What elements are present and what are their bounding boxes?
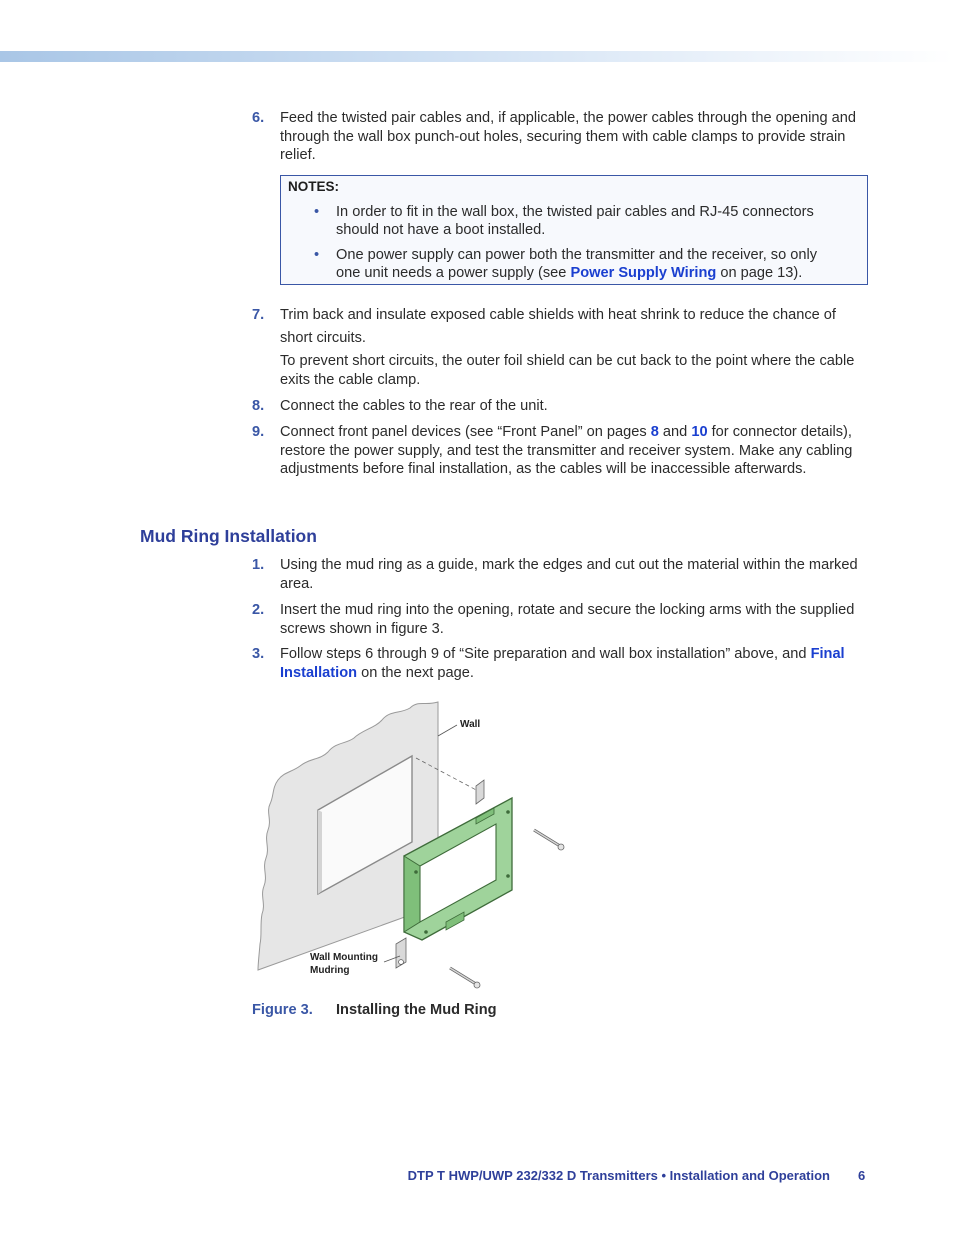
screw-upper <box>534 830 564 850</box>
step-number: 9. <box>252 424 265 440</box>
step-text: Trim back and insulate exposed cable shields with heat shrink to reduce the chance of short circuits. <box>280 307 836 346</box>
step-text: Connect front panel devices (see “Front Panel” on pages 8 and 10 for connector details), restore the power supply, and test the transmitter and receiver system. Make any cabling adjustments before final installation, as the cables will be inaccessible afterwards. <box>280 424 853 478</box>
page-8-link[interactable]: 8 <box>650 424 659 440</box>
bullet-icon: • <box>314 247 320 263</box>
bullet-icon: • <box>314 204 320 220</box>
note-text: In order to fit in the wall box, the twisted pair cables and RJ-45 connectors should not have a boot installed. <box>336 204 814 239</box>
footer-title: DTP T HWP/UWP 232/332 D Transmitters • Installation and Operation <box>407 1168 830 1183</box>
mudring-label-line2: Mudring <box>310 965 350 976</box>
header-bar <box>0 51 954 62</box>
step-7 <box>252 304 862 350</box>
step-text: Feed the twisted pair cables and, if applicable, the power cables through the opening and through the wall box punch-out holes, securing them with cable clamps to provide strain relief. <box>280 110 857 164</box>
step-text: Insert the mud ring into the opening, rotate and secure the locking arms with the supplied screws shown in figure 3. <box>280 602 855 637</box>
note-item <box>314 203 839 240</box>
mudring-label-line1: Wall Mounting <box>310 952 378 963</box>
note-item <box>314 246 839 283</box>
section-heading: Mud Ring Installation <box>140 526 317 546</box>
step-7-paragraph: To prevent short circuits, the outer foil shield can be cut back to the point where the cable exits the cable clamp. <box>280 353 855 388</box>
figure-title: Installing the Mud Ring <box>336 1002 497 1018</box>
figure-caption <box>252 1002 497 1018</box>
notes-title: NOTES: <box>288 179 340 194</box>
step-number: 2. <box>252 602 265 618</box>
mud-step-3 <box>252 645 862 682</box>
wall-label: Wall <box>460 719 481 730</box>
step-6 <box>252 109 862 165</box>
page-number: 6 <box>858 1168 866 1183</box>
mud-ring-figure <box>250 700 580 990</box>
final-installation-link[interactable]: Final Installation <box>280 646 845 681</box>
screw-lower <box>450 968 480 988</box>
notes-box <box>280 175 868 285</box>
mud-step-2 <box>252 601 862 638</box>
step-8 <box>252 397 862 416</box>
note-text: One power supply can power both the transmitter and the receiver, so only one unit needs a power supply (see Power Supply Wiring on page 13). <box>336 247 818 282</box>
step-9 <box>252 423 862 479</box>
step-number: 3. <box>252 646 265 662</box>
page-10-link[interactable]: 10 <box>691 424 708 440</box>
step-number: 1. <box>252 557 265 573</box>
step-text: Connect the cables to the rear of the unit. <box>280 398 548 414</box>
step-number: 7. <box>252 307 265 323</box>
figure-number: Figure 3. <box>252 1002 313 1018</box>
step-number: 6. <box>252 110 265 126</box>
mud-step-1 <box>252 556 862 593</box>
power-supply-wiring-link[interactable]: Power Supply Wiring <box>570 265 717 282</box>
step-number: 8. <box>252 398 265 414</box>
step-text: Follow steps 6 through 9 of “Site preparation and wall box installation” above, and Final Installation on the next page. <box>280 646 845 681</box>
step-text: Using the mud ring as a guide, mark the edges and cut out the material within the marked area. <box>280 557 858 592</box>
